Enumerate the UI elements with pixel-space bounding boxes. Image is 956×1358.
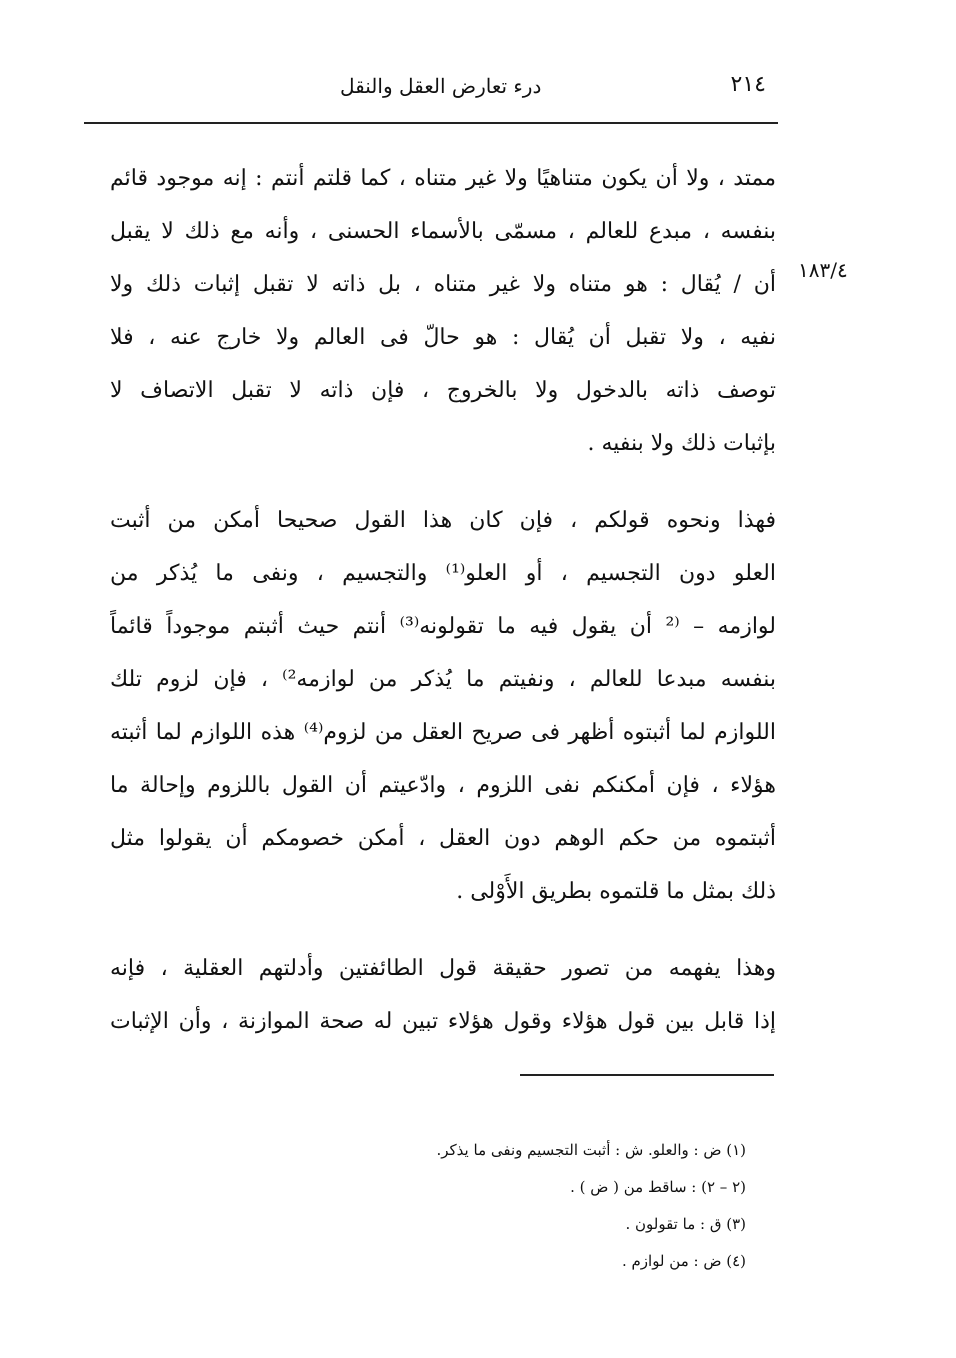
text-line: اللوازم لما أثبتوه أظهر فى صريح العقل من لزوم⁽⁴⁾ هذه اللوازم لما أثبته bbox=[110, 720, 776, 745]
footnote-2: (٢ – ٢) : ساقط من ( ض ) . bbox=[570, 1178, 746, 1196]
margin-reference: ١٨٣/٤ bbox=[798, 258, 848, 282]
footnote-4: (٤) ض : من لوازم . bbox=[621, 1252, 746, 1270]
text-line: ممتد ، ولا أن يكون متناهيًا ولا غير متناه ، كما قلتم أنتم : إنه موجود قائم bbox=[110, 166, 776, 191]
text-line: لوازمه – ⁽² أن يقول فيه ما تقولونه⁽³⁾ أنتم حيث أثبتم موجوداً قائماً bbox=[110, 614, 776, 639]
footnote-divider bbox=[520, 1074, 774, 1076]
paragraph-1 bbox=[110, 152, 776, 470]
paragraph-3 bbox=[110, 942, 776, 1048]
footnote-1: (١) ض : والعلو. ش : أثبت التجسيم ونفى ما يذكر. bbox=[436, 1141, 746, 1159]
book-title: درء تعارض العقل والنقل bbox=[340, 74, 542, 98]
text-line: أثبتموه من حكم الوهم دون العقل ، أمكن خصومكم أن يقولوا مثل bbox=[110, 826, 776, 851]
paragraph-2 bbox=[110, 494, 776, 918]
text-line: بإثبات ذلك ولا بنفيه . bbox=[587, 431, 776, 456]
main-text bbox=[110, 152, 776, 1048]
text-line: إذا قابل بين قول هؤلاء وقول هؤلاء تبين له صحة الموازنة ، وأن الإثبات bbox=[110, 1009, 776, 1034]
page-number: ٢١٤ bbox=[730, 72, 766, 97]
footnote-3: (٣) ق : ما تقولون . bbox=[625, 1215, 746, 1233]
text-line: هؤلاء ، فإن أمكنكم نفى اللزوم ، وادّعيتم أن القول باللزوم وإحالة ما bbox=[110, 773, 776, 798]
text-line: العلو دون التجسيم ، أو العلو⁽¹⁾ والتجسيم ، ونفى ما يُذكر من bbox=[110, 561, 776, 586]
text-line: ذلك بمثل ما قلتموه بطريق الأَوْلى . bbox=[456, 879, 776, 904]
text-line: وهذا يفهمه من تصور حقيقة قول الطائفتين وأدلتهم العقلية ، فإنه bbox=[110, 956, 776, 981]
text-line: توصف ذاته بالدخول ولا بالخروج ، فإن ذاته لا تقبل الاتصاف لا bbox=[110, 378, 776, 403]
text-line: بنفسه مبدعا للعالم ، ونفيتم ما يُذكر من لوازمه²⁾ ، فإن لزوم تلك bbox=[110, 667, 776, 692]
text-line: نفيه ، ولا تقبل أن يُقال : هو حالّ فى العالم ولا خارج عنه ، فلا bbox=[110, 325, 776, 350]
running-header bbox=[110, 70, 776, 110]
text-line: بنفسه ، مبدع للعالم ، مسمّى بالأسماء الحسنى ، وأنه مع ذلك لا يقبل bbox=[110, 219, 776, 244]
header-divider bbox=[84, 122, 778, 124]
footnotes bbox=[280, 1132, 746, 1280]
text-line: أن / يُقال : هو متناه ولا غير متناه ، بل ذاته لا تقبل إثبات ذلك ولا bbox=[110, 272, 776, 297]
text-line: فهذا ونحوه قولكم ، فإن كان هذا القول صحيحا أمكن من أثبت bbox=[110, 508, 776, 533]
